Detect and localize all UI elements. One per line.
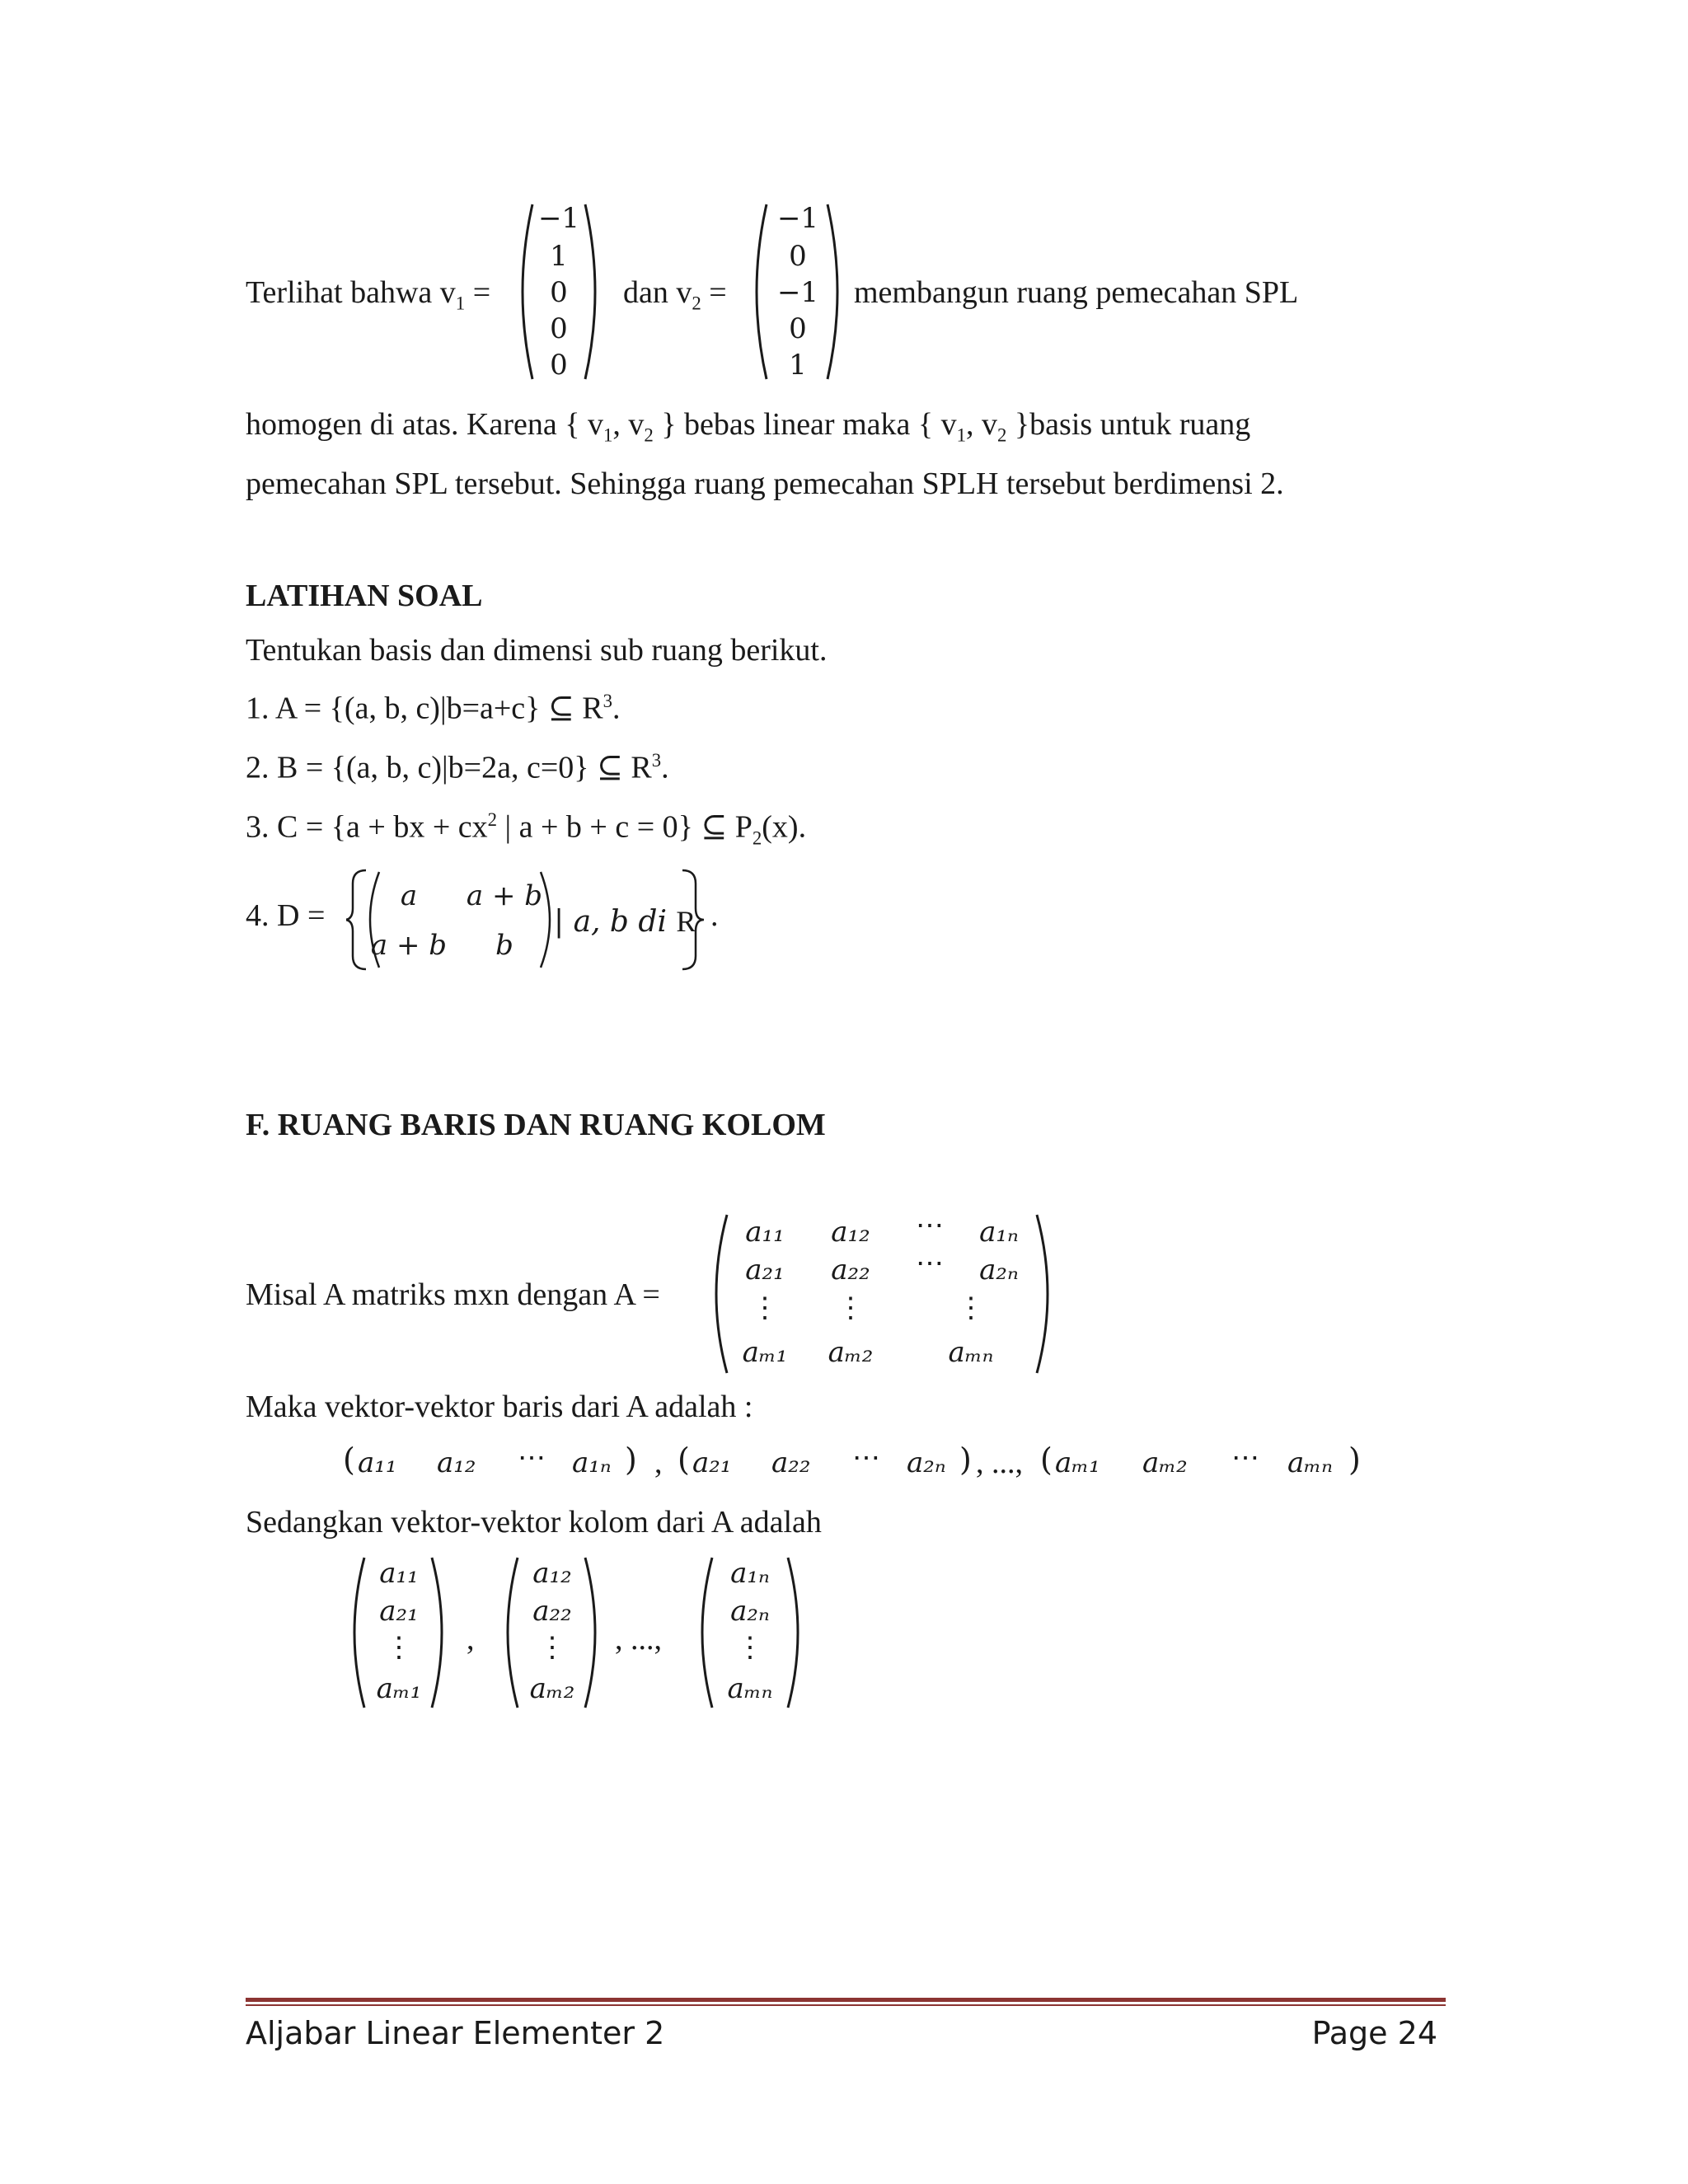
matrix-A-cell: a₂₁: [745, 1254, 785, 1286]
matrix-A-cell: ⋯: [916, 1247, 944, 1280]
matrix-A-cell: a₁ₙ: [979, 1216, 1019, 1249]
intro-suffix: membangun ruang pemecahan SPL: [854, 275, 1299, 310]
col-vector-cell: ⋮: [385, 1631, 413, 1664]
separator: ,: [654, 1446, 663, 1480]
row-vector-cell: aₘ₂: [1142, 1446, 1188, 1479]
footer-rule: [246, 2004, 1446, 2006]
matrix-A-cell: ⋯: [916, 1209, 944, 1242]
exercise-4-end: .: [710, 898, 719, 933]
row-vector-cell: aₘₙ: [1287, 1446, 1333, 1479]
separator: , ...,: [615, 1622, 662, 1657]
close-paren: ): [959, 1441, 972, 1478]
matrix-cell: a + b: [466, 879, 543, 912]
row-vector-cell: ⋯: [518, 1441, 546, 1474]
exercise-4-label: 4. D =: [246, 898, 326, 933]
row-vector-cell: a₁₂: [437, 1446, 476, 1479]
col-vector-2: [503, 1554, 602, 1711]
matrix-A: [710, 1209, 1057, 1376]
col-vector-cell: a₁₂: [532, 1557, 572, 1590]
paragraph-line-1: homogen di atas. Karena { $v_1$, $v_2$ } bebas linear maka { $v_1$, $v_2$ }basis untuk ruang: [246, 407, 1251, 446]
matrix-cell: b: [495, 929, 513, 962]
row-vector-cell: a₁ₙ: [572, 1446, 612, 1479]
matrix-cell: a + b: [370, 929, 448, 962]
col-vector-cell: a₁₁: [379, 1557, 419, 1590]
v1-entry: 0: [550, 349, 568, 382]
col-vector-cell: ⋮: [736, 1631, 764, 1664]
matrix-A-cell: ⋮: [837, 1291, 865, 1324]
col-vector-cell: aₘ₁: [376, 1672, 422, 1705]
row-vector-cell: ⋯: [1231, 1441, 1259, 1474]
matrix-A-cell: ⋮: [751, 1291, 779, 1324]
matrix-cell: a: [400, 879, 418, 912]
misal-text: Misal A matriks mxn dengan A =: [246, 1277, 660, 1312]
v2-entry: 0: [789, 240, 807, 273]
v1-entry: −1: [537, 202, 580, 235]
v2-entry: −1: [776, 202, 819, 235]
matrix-A-cell: a₂₂: [831, 1254, 870, 1286]
latihan-instruction: Tentukan basis dan dimensi sub ruang berikut.: [246, 633, 828, 668]
intro-dan: dan $v_2$ =: [623, 275, 727, 314]
v1-entry: 1: [550, 240, 568, 273]
row-vector-cell: aₘ₁: [1055, 1446, 1100, 1479]
col-vector-1: [349, 1554, 448, 1711]
col-vector-cell: aₘ₂: [529, 1672, 575, 1705]
matrix-A-cell: ⋮: [957, 1291, 985, 1324]
row-vectors: [343, 1441, 1381, 1485]
row-vector-cell: a₂ₙ: [907, 1446, 946, 1479]
matrix-A-cell: a₂ₙ: [979, 1254, 1019, 1286]
separator: , ...,: [976, 1446, 1023, 1480]
matrix-A-cell: a₁₁: [745, 1216, 785, 1249]
v2-entry: 0: [789, 312, 807, 345]
exercise-1: 1. A = {(a, b, c)|b=a+c} ⊆ $R^3$.: [246, 691, 621, 726]
footer-title: Aljabar Linear Elementer 2: [246, 2015, 665, 2051]
section-heading-f: F. RUANG BARIS DAN RUANG KOLOM: [246, 1108, 826, 1142]
open-paren: (: [343, 1441, 355, 1478]
page-number: Page 24: [1311, 2015, 1437, 2051]
open-paren: (: [1040, 1441, 1053, 1478]
footer-rule: [246, 1998, 1446, 2002]
close-paren: ): [625, 1441, 637, 1478]
open-paren: (: [678, 1441, 690, 1478]
exercise-2: 2. B = {(a, b, c)|b=2a, c=0} ⊆ $R^3$.: [246, 750, 669, 785]
matrix-A-cell: a₁₂: [831, 1216, 870, 1249]
row-vector-cell: a₁₁: [358, 1446, 397, 1479]
vector-v1: [518, 201, 600, 382]
intro-prefix: Terlihat bahwa $v_1$ =: [246, 275, 491, 314]
col-vector-n: [697, 1554, 804, 1711]
row-vectors-label: Maka vektor-vektor baris dari A adalah :: [246, 1390, 753, 1424]
vector-v2: [752, 201, 842, 382]
col-vector-cell: a₂₂: [532, 1595, 572, 1628]
row-vector-cell: a₂₂: [771, 1446, 811, 1479]
exercise-4-set: [346, 867, 709, 972]
col-vector-cell: a₂₁: [379, 1595, 419, 1628]
close-paren: ): [1348, 1441, 1361, 1478]
col-vectors-label: Sedangkan vektor-vektor kolom dari A adalah: [246, 1505, 822, 1540]
col-vector-cell: ⋮: [538, 1631, 566, 1664]
v1-entry: 0: [550, 276, 568, 309]
matrix-A-cell: aₘ₂: [828, 1336, 874, 1369]
row-vector-cell: ⋯: [852, 1441, 880, 1474]
paragraph-line-2: pemecahan SPL tersebut. Sehingga ruang pemecahan SPLH tersebut berdimensi 2.: [246, 466, 1284, 501]
v2-entry: 1: [789, 349, 807, 382]
col-vector-cell: a₁ₙ: [730, 1557, 770, 1590]
matrix-A-cell: aₘ₁: [742, 1336, 788, 1369]
v2-entry: −1: [776, 276, 819, 309]
col-vector-cell: a₂ₙ: [730, 1595, 770, 1628]
exercise-4-condition: | a, b di R: [554, 905, 696, 939]
exercise-3: 3. C = {a + bx + $cx^2$ | a + b + c = 0} ⊆ $P_2(x)$.: [246, 809, 807, 849]
col-vector-cell: aₘₙ: [727, 1672, 773, 1705]
row-vector-cell: a₂₁: [692, 1446, 732, 1479]
section-heading-latihan: LATIHAN SOAL: [246, 579, 483, 613]
separator: ,: [467, 1622, 475, 1657]
v1-entry: 0: [550, 312, 568, 345]
matrix-A-cell: aₘₙ: [948, 1336, 994, 1369]
